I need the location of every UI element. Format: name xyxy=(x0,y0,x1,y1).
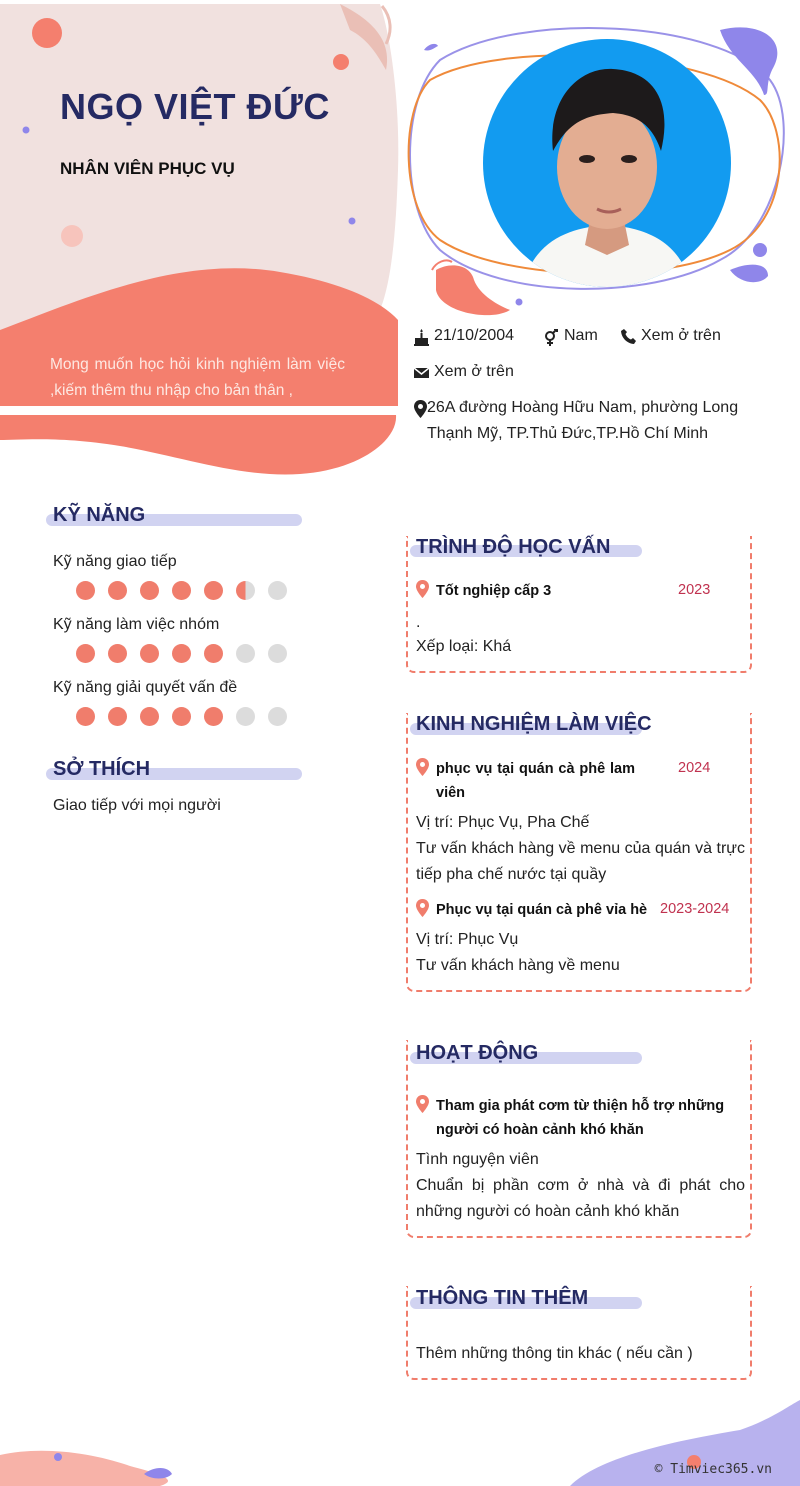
hobbies-title: SỞ THÍCH xyxy=(53,758,151,780)
skill-rating-dot xyxy=(268,644,287,663)
skill-rating-dot xyxy=(140,707,159,726)
skill-rating-dot xyxy=(204,707,223,726)
education-title: TRÌNH ĐỘ HỌC VẤN xyxy=(416,536,611,558)
skill-label: Kỹ năng giao tiếp xyxy=(53,553,177,570)
activity-entry xyxy=(416,1094,751,1142)
phone-row xyxy=(621,327,721,345)
skill-rating-dot xyxy=(204,644,223,663)
additional-text: Thêm những thông tin khác ( nếu cần ) xyxy=(416,1345,693,1362)
skill-rating-dot xyxy=(76,707,95,726)
education-year: 2023 xyxy=(678,582,711,598)
skill-rating-dot xyxy=(172,644,191,663)
skill-label: Kỹ năng làm việc nhóm xyxy=(53,616,220,633)
birthday-value: 21/10/2004 xyxy=(434,327,515,344)
email-value: Xem ở trên xyxy=(434,363,514,380)
map-pin-icon xyxy=(416,1095,436,1142)
experience-company: phục vụ tại quán cà phê lam viên xyxy=(436,761,635,801)
experience-year: 2024 xyxy=(678,760,711,776)
experience-position: Vị trí: Phục Vụ xyxy=(416,931,519,948)
skill-rating-dot xyxy=(204,581,223,600)
skill-rating-dot xyxy=(172,581,191,600)
experience-position: Vị trí: Phục Vụ, Pha Chế xyxy=(416,814,590,831)
skills-title: KỸ NĂNG xyxy=(53,504,146,526)
skill-rating-dot xyxy=(172,707,191,726)
activity-title: Tham gia phát cơm từ thiện hỗ trợ những người có hoàn cảnh khó khăn xyxy=(436,1098,725,1138)
skill-rating-dot xyxy=(236,644,255,663)
skill-rating xyxy=(76,707,287,726)
activities-title: HOẠT ĐỘNG xyxy=(416,1042,539,1064)
candidate-name: NGỌ VIỆT ĐỨC xyxy=(60,86,330,127)
skill-rating-dot xyxy=(236,707,255,726)
address-value: 26A đường Hoàng Hữu Nam, phường Long Thạnh Mỹ, TP.Thủ Đức,TP.Hồ Chí Minh xyxy=(427,399,739,442)
phone-value: Xem ở trên xyxy=(641,327,721,344)
experience-year: 2023-2024 xyxy=(660,901,730,917)
activity-description: Chuẩn bị phần cơm ở nhà và đi phát cho những người có hoàn cảnh khó khăn xyxy=(416,1177,745,1220)
address-row xyxy=(414,399,754,447)
experience-company: Phục vụ tại quán cà phê vỉa hè xyxy=(436,902,648,918)
skill-rating-dot xyxy=(268,707,287,726)
additional-title: THÔNG TIN THÊM xyxy=(416,1287,589,1309)
phone-icon xyxy=(621,329,641,344)
career-objective: Mong muốn học hỏi kinh nghiệm làm việc ,kiếm thêm thu nhập cho bản thân , xyxy=(50,356,345,399)
education-dot: . xyxy=(416,614,421,631)
skill-label: Kỹ năng giải quyết vấn đề xyxy=(53,679,238,696)
skill-rating-dot xyxy=(76,644,95,663)
birthday-row xyxy=(414,327,514,346)
activity-role: Tình nguyện viên xyxy=(416,1151,539,1168)
skill-rating-dot xyxy=(108,707,127,726)
skill-rating-dot xyxy=(108,644,127,663)
map-pin-icon xyxy=(416,580,436,603)
location-pin-icon xyxy=(414,400,427,418)
gender-icon xyxy=(544,329,564,346)
map-pin-icon xyxy=(416,899,436,922)
email-icon xyxy=(414,365,434,379)
hobbies-text: Giao tiếp với mọi người xyxy=(53,797,221,814)
experience-description: Tư vấn khách hàng về menu xyxy=(416,957,620,974)
skill-rating-dot xyxy=(268,581,287,600)
gender-value: Nam xyxy=(564,327,598,344)
education-grade: Xếp loại: Khá xyxy=(416,638,512,655)
experience-description: Tư vấn khách hàng về menu của quán và trực tiếp pha chế nước tại quầy xyxy=(416,840,745,883)
profile-photo xyxy=(483,39,731,287)
skill-rating-dot xyxy=(140,581,159,600)
experience-title: KINH NGHIỆM LÀM VIỆC xyxy=(416,713,652,735)
map-pin-icon xyxy=(416,758,436,805)
birthday-cake-icon xyxy=(414,329,434,346)
email-row xyxy=(414,363,514,381)
gender-row xyxy=(544,327,598,346)
job-title: NHÂN VIÊN PHỤC VỤ xyxy=(60,159,235,178)
skill-rating xyxy=(76,581,287,600)
footer-credit: © Timviec365.vn xyxy=(654,1462,772,1477)
skill-rating-dot xyxy=(108,581,127,600)
skill-rating-dot xyxy=(236,581,255,600)
skill-rating-dot xyxy=(76,581,95,600)
education-school: Tốt nghiệp cấp 3 xyxy=(436,583,552,599)
skill-rating-dot xyxy=(140,644,159,663)
skill-rating xyxy=(76,644,287,663)
